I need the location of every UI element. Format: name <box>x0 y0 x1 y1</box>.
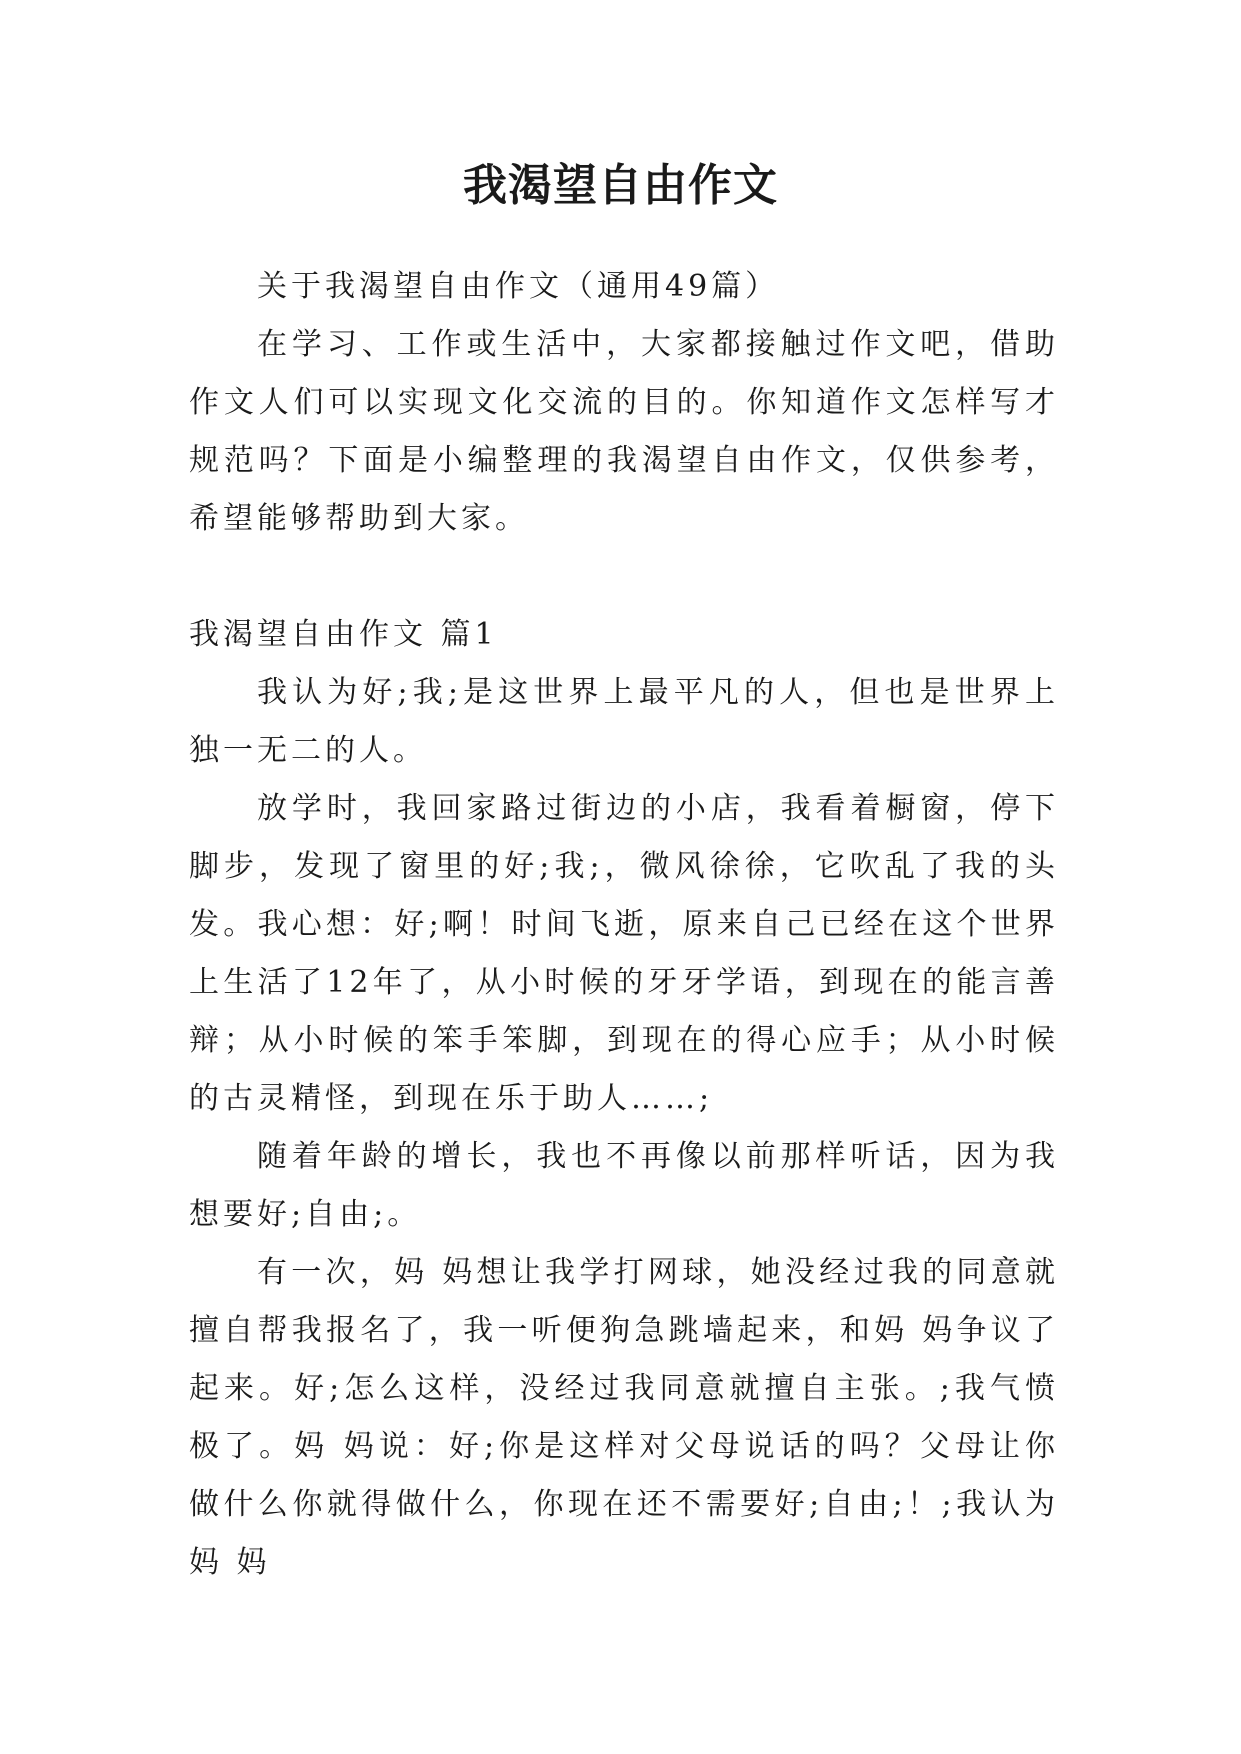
paragraph: 我认为好;我;是这世界上最平凡的人，但也是世界上独一无二的人。 <box>189 675 1059 768</box>
page-title: 我渴望自由作文 <box>463 160 778 211</box>
paragraph: 有一次，妈 妈想让我学打网球，她没经过我的同意就擅自帮我报名了，我一听便狗急跳墙起来，和妈 妈争议了起来。好;怎么这样，没经过我同意就擅自主张。;我气愤极了。妈 妈说：好;你是这样对父母说话的吗？父母让你做什么你就得做什么，你现在还不需要好;自由;！;我认为妈 妈 <box>189 1255 1059 1580</box>
paragraph: 随着年龄的增长，我也不再像以前那样听话，因为我想要好;自由;。 <box>189 1139 1059 1232</box>
intro-paragraph: 在学习、工作或生活中，大家都接触过作文吧，借助作文人们可以实现文化交流的目的。你知道作文怎样写才规范吗？下面是小编整理的我渴望自由作文，仅供参考，希望能够帮助到大家。 <box>189 327 1059 536</box>
section-heading: 我渴望自由作文 篇1 <box>189 617 498 652</box>
document-body <box>189 258 1059 1592</box>
intro-line: 关于我渴望自由作文（通用49篇） <box>257 269 780 304</box>
paragraph: 放学时，我回家路过街边的小店，我看着橱窗，停下脚步，发现了窗里的好;我;，微风徐徐，它吹乱了我的头发。我心想：好;啊！时间飞逝，原来自己已经在这个世界上生活了12年了，从小时候的牙牙学语，到现在的能言善辩；从小时候的笨手笨脚，到现在的得心应手；从小时候的古灵精怪，到现在乐于助人……; <box>189 791 1059 1116</box>
